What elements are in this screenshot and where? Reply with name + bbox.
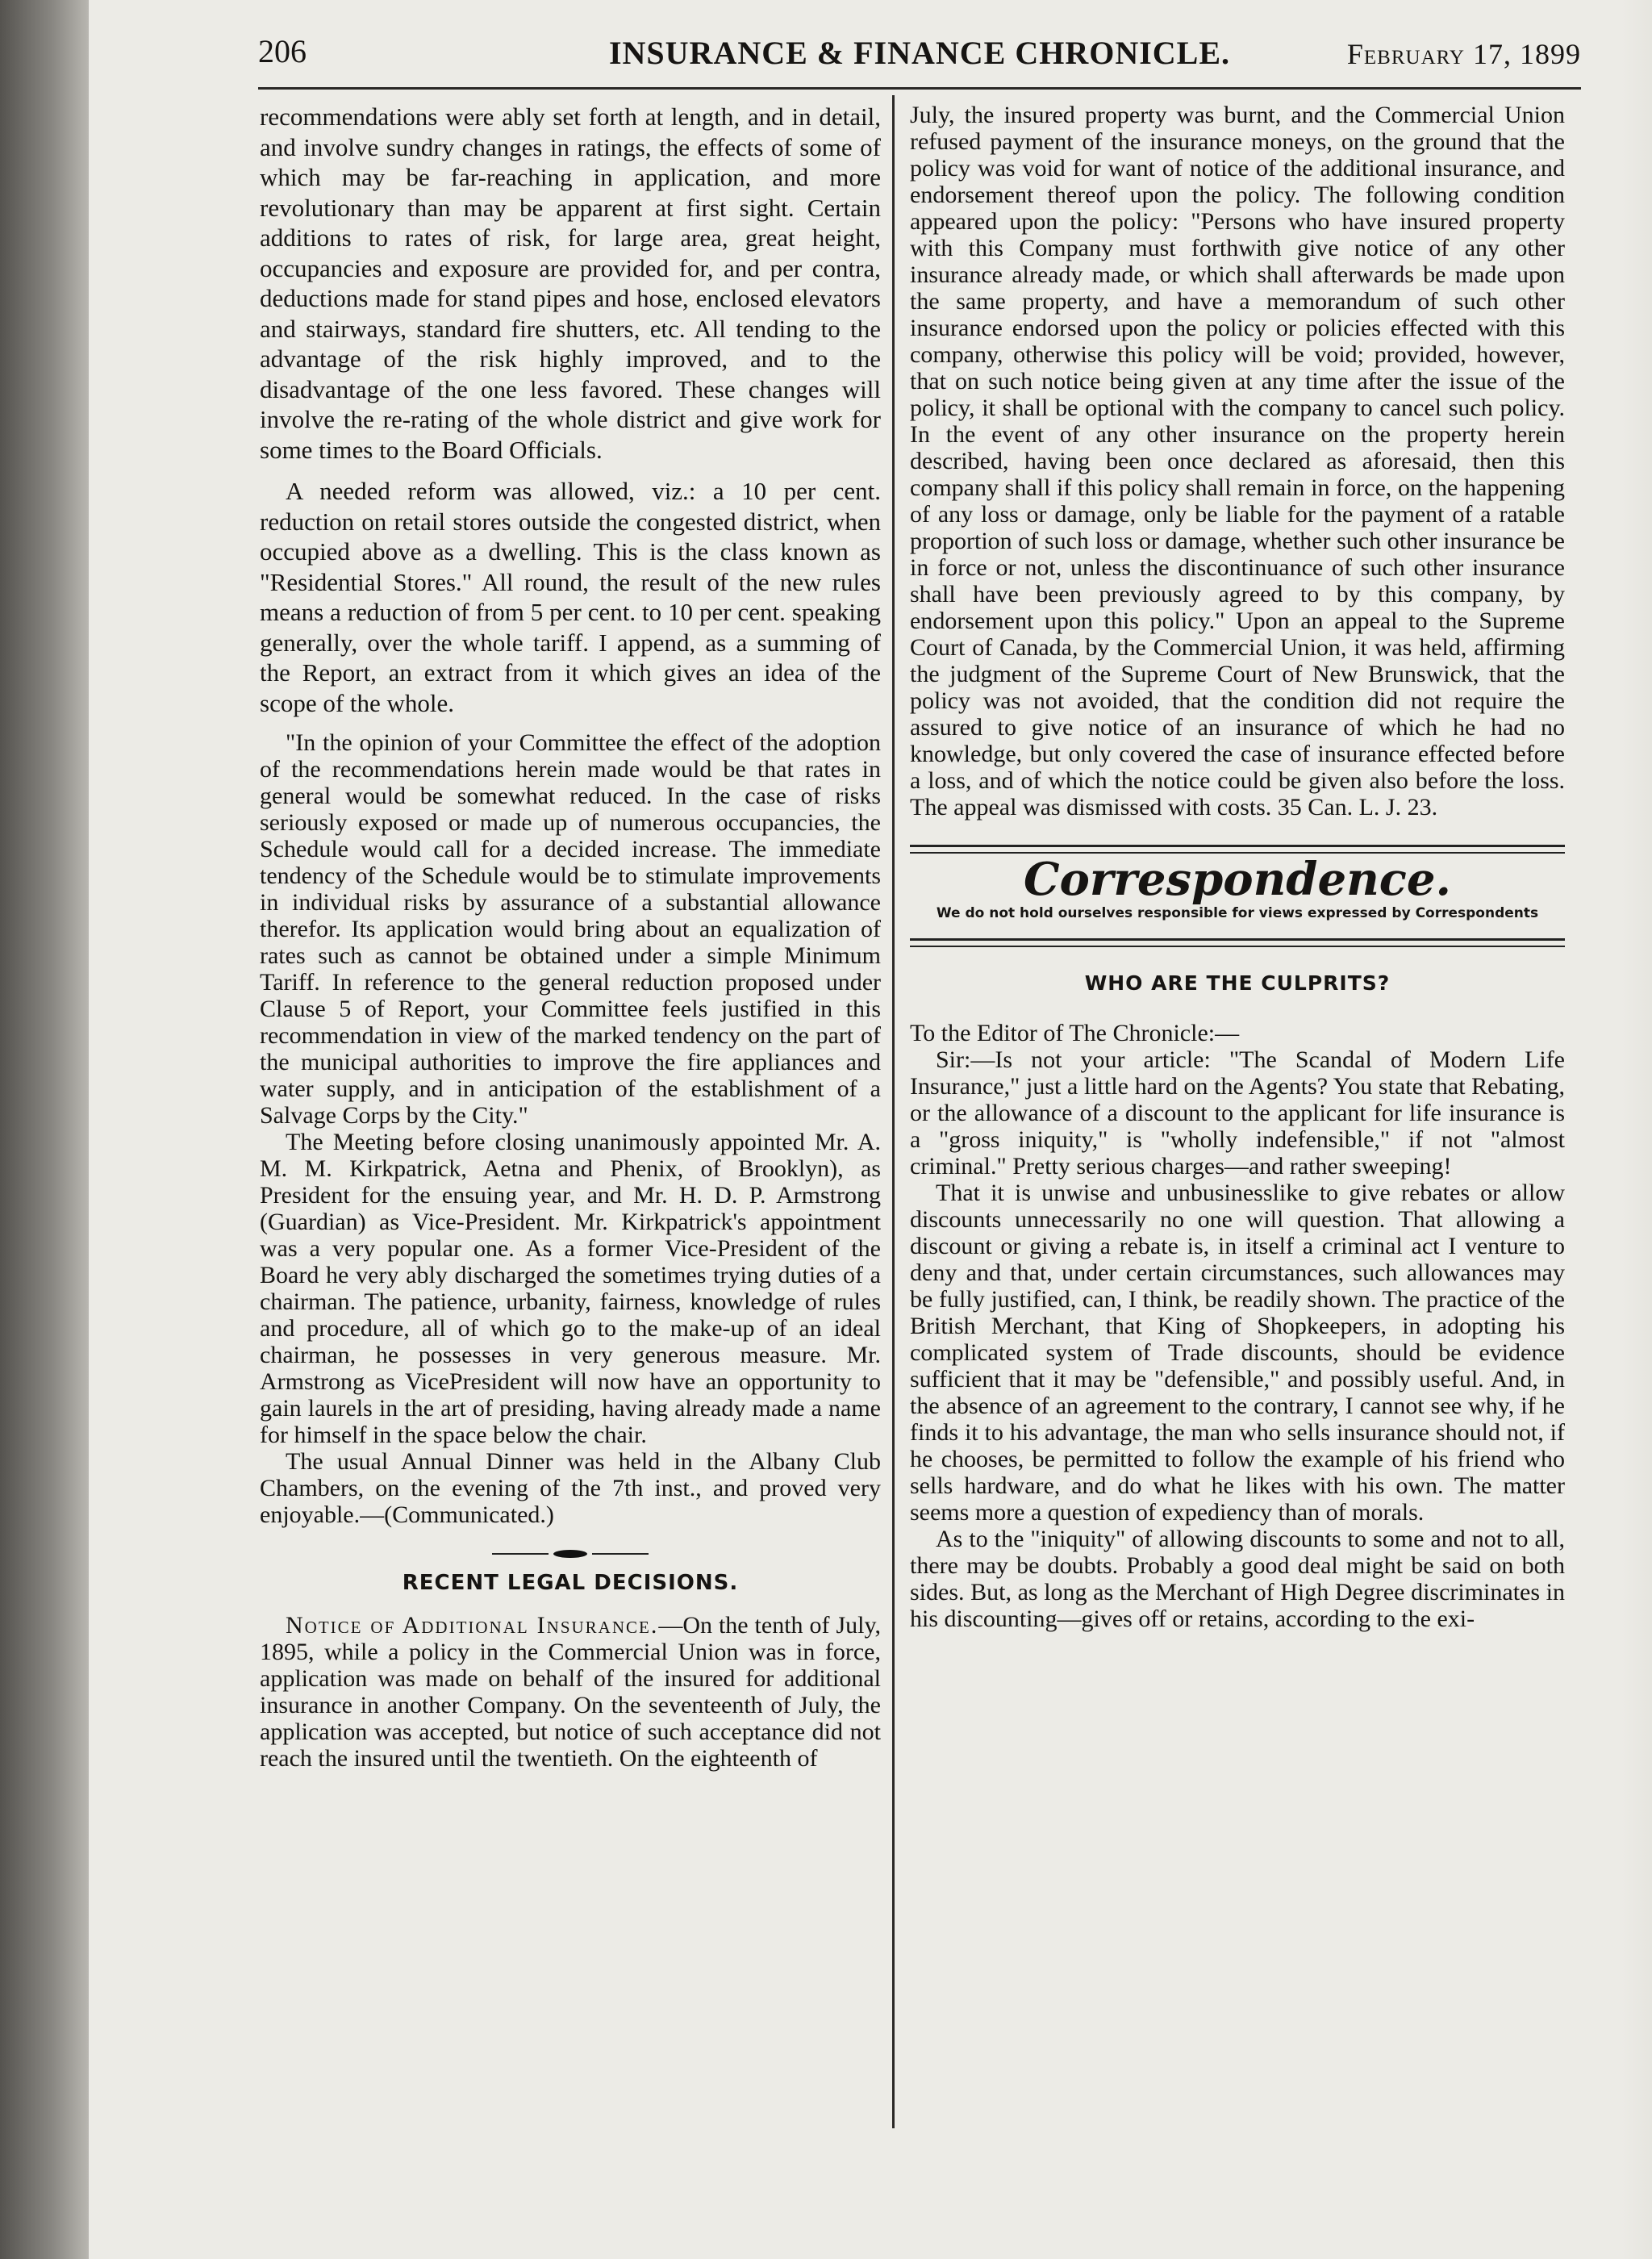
header-rule bbox=[258, 87, 1581, 90]
correspondence-disclaimer: We do not hold ourselves responsible for views expressed by Correspondents bbox=[936, 904, 1539, 921]
letter-paragraph: Sir:—Is not your article: "The Scandal of Modern Life Insurance," just a little hard on the Agents? You state that Rebating, or the allowance of a discount to the applicant for life insurance is a "gross iniquity," is "wholly indefensible," if not "almost criminal." Pretty serious charges—and rather sweeping! bbox=[910, 1046, 1565, 1180]
letter-paragraph: That it is unwise and unbusinesslike to give rebates or allow discounts unnecessarily no one will question. That allowing a discount or giving a rebate is, in itself a criminal act I venture to deny and that, under certain circumstances, such allowances may be fully justified, can, I think, be readily shown. The practice of the British Merchant, that King of Shopkeepers, in adopting his complicated system of Trade discounts, should be evidence sufficient that it may be "defensible," and possibly useful. And, in the absence of an agreement to the contrary, I cannot see why, if he finds it to his advantage, the man who sells insurance should not, if he chooses, be permitted to follow the example of his friend who sells hardware, and do what he likes with his own. The matter seems more a question of expediency than of morals. bbox=[910, 1179, 1565, 1526]
section-heading-legal: RECENT LEGAL DECISIONS. bbox=[402, 1571, 739, 1595]
left-column bbox=[260, 102, 881, 1772]
legal-text: —On the tenth of July, 1895, while a policy in the Commercial Union was in force, application was made on behalf of the insured for additional insurance in another Company. On the seventeenth of July, the application was accepted, but notice of such acceptance did not reach the insured until the twentieth. On the eighteenth of bbox=[260, 1611, 881, 1772]
article-paragraph: recommendations were ably set forth at length, and in detail, and involve sundry changes in ratings, the effects of some of which may be far-reaching in application, and more revolutionary than may be apparent at first sight. Certain additions to rates of risk, for large area, great height, occupancies and exposure are provided for, and per contra, deductions made for stand pipes and hose, enclosed elevators and stairways, standard fire shutters, etc. All tending to the advantage of the risk highly improved, and to the disadvantage of the one less favored. These changes will involve the re-rating of the whole district and give work for some times to the Board Officials. bbox=[260, 102, 881, 464]
issue-date: February 17, 1899 bbox=[1346, 38, 1581, 70]
page-number: 206 bbox=[258, 33, 307, 69]
legal-paragraph bbox=[260, 1612, 881, 1772]
page-header bbox=[258, 32, 1581, 81]
book-binding-shadow bbox=[0, 0, 89, 2259]
column-divider bbox=[892, 95, 895, 2128]
meeting-paragraph: The Meeting before closing unanimously appointed Mr. A. M. M. Kirkpatrick, Aetna and Phenix, of Brooklyn), as President for the ensuing year, and Mr. H. D. P. Armstrong (Guardian) as Vice-President. Mr. Kirkpatrick's appointment was a very popular one. As a former Vice-President of the Board he very ably discharged the sometimes trying duties of a chairman. The patience, urbanity, fairness, knowledge of rules and procedure, all of which go to the make-up of an ideal chairman, he possesses in very generous measure. Mr. Armstrong as VicePresident will now have an opportunity to gain laurels in the art of presiding, having already made a name for himself in the space below the chair. bbox=[260, 1129, 881, 1448]
letter-salutation: To the Editor of The Chronicle:— bbox=[910, 1019, 1240, 1046]
committee-quote: "In the opinion of your Committee the effect of the adoption of the recommendations herein made would be that rates in general would be somewhat reduced. In the case of risks seriously exposed or made up of numerous occupancies, the Schedule would call for a decided increase. The immediate tendency of the Schedule would be to stimulate improvements in individual risks by assurance of a substantial allowance therefor. Its application would bring about an equalization of rates such as cannot be obtained under a simple Minimum Tariff. In reference to the general reduction proposed under Clause 5 of Report, your Committee feels justified in this recommendation in view of the marked tendency on the part of the municipal authorities to improve the fire appliances and water supply, and in anticipation of the establishment of a Salvage Corps by the City." bbox=[260, 729, 881, 1129]
article-paragraph: A needed reform was allowed, viz.: a 10 per cent. reduction on retail stores outside the congested district, when occupied above as a dwelling. This is the class known as "Residential Stores." All round, the result of the new rules means a reduction of from 5 per cent. to 10 per cent. speaking generally, over the whole tariff. I append, as a summing of the Report, an extract from it which gives an idea of the scope of the whole. bbox=[260, 477, 881, 717]
right-column bbox=[910, 102, 1565, 1632]
letter-paragraph: As to the "iniquity" of allowing discounts to some and not to all, there may be doubts. Probably a good deal might be said on both sides. But, as long as the Merchant of High Degree discriminates in his discounting—gives off or retains, according to the exi- bbox=[910, 1525, 1565, 1632]
legal-continuation: July, the insured property was burnt, and the Commercial Union refused payment of the insurance moneys, on the ground that the policy was void for want of notice of the additional insurance, and endorsement thereof upon the policy. The following condition appeared upon the policy: "Persons who have insured property with this Company must forthwith give notice of any other insurance already made, or which shall afterwards be made upon the same property, and have a memorandum of such other insurance endorsed upon the policy or policies effected with this company, otherwise this policy will be void; provided, however, that on such notice being given at any time after the issue of the policy, it shall be optional with the company to cancel such policy. In the event of any other insurance on the property herein described, having been once declared as aforesaid, then this company shall if this policy shall remain in force, on the happening of any loss or damage, only be liable for the payment of a ratable proportion of such loss or damage, whether such other insurance be in force or not, unless the discontinuance of such other insurance shall have been previously agreed to by this company, by endorsement upon this policy." Upon an appeal to the Supreme Court of Canada, by the Commercial Union, it was held, affirming the judgment of the Supreme Court of New Brunswick, that the policy was not avoided, that the condition did not require the assured to give notice of an insurance of which he had no knowledge, but only covered the case of insurance effected before a loss, and of which the notice could be given also before the loss. The appeal was dismissed with costs. 35 Can. L. J. 23. bbox=[910, 102, 1565, 821]
correspondence-title: Correspondence. bbox=[1023, 853, 1452, 906]
correspondence-rule-bottom bbox=[910, 938, 1565, 947]
page-edge bbox=[1621, 0, 1652, 2259]
dinner-paragraph: The usual Annual Dinner was held in the Albany Club Chambers, on the evening of the 7th inst., and proved very enjoyable.—(Communicated.) bbox=[260, 1448, 881, 1528]
letter-heading: WHO ARE THE CULPRITS? bbox=[1084, 971, 1391, 995]
masthead-title: INSURANCE & FINANCE CHRONICLE. bbox=[608, 35, 1231, 71]
legal-lead: Notice of Additional Insurance. bbox=[286, 1611, 659, 1639]
section-ornament bbox=[260, 1539, 881, 1564]
